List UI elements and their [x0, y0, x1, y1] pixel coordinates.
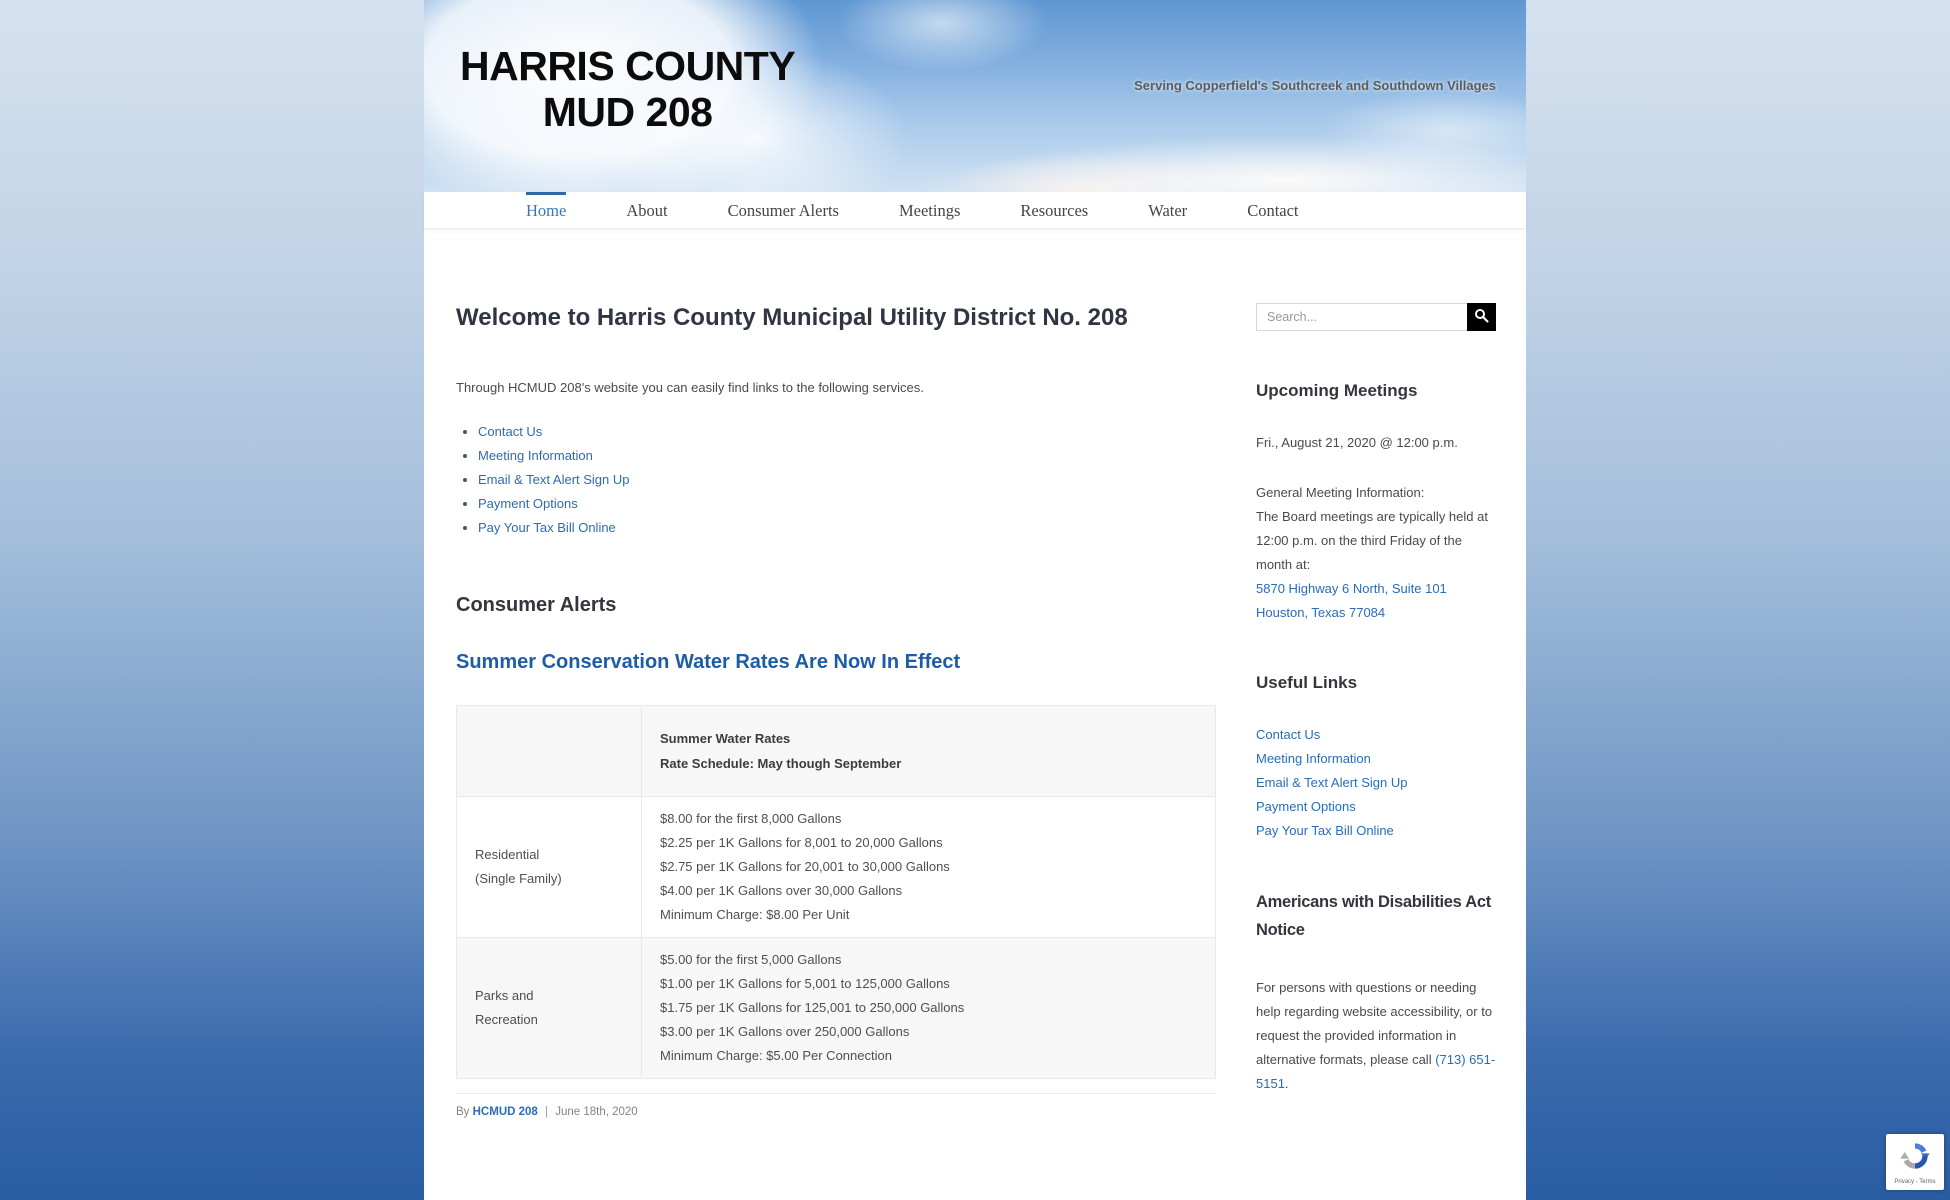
quick-link-contact-us[interactable]: Contact Us — [478, 424, 543, 439]
ada-suffix: . — [1284, 1076, 1289, 1091]
list-item — [478, 468, 1216, 492]
list-item — [478, 516, 1216, 540]
table-header-cell — [642, 706, 1216, 797]
rate-line: Minimum Charge: $5.00 Per Connection — [660, 1048, 892, 1063]
site-tagline: Serving Copperfield's Southcreek and Southdown Villages — [1134, 78, 1496, 93]
useful-link-meeting-information[interactable]: Meeting Information — [1256, 751, 1371, 766]
rate-line: Minimum Charge: $8.00 Per Unit — [660, 907, 850, 922]
quick-link-pay-tax-bill[interactable]: Pay Your Tax Bill Online — [478, 520, 616, 535]
useful-link-email-text-alert[interactable]: Email & Text Alert Sign Up — [1256, 775, 1408, 790]
quick-link-email-text-alert[interactable]: Email & Text Alert Sign Up — [478, 472, 630, 487]
category-cell-residential — [457, 797, 642, 938]
page-title: Welcome to Harris County Municipal Utility District No. 208 — [456, 304, 1128, 331]
useful-link-payment-options[interactable]: Payment Options — [1256, 799, 1356, 814]
useful-link-contact-us[interactable]: Contact Us — [1256, 727, 1321, 742]
rate-line: $2.75 per 1K Gallons for 20,001 to 30,000 Gallons — [660, 859, 950, 874]
quick-link-payment-options[interactable]: Payment Options — [478, 496, 578, 511]
meeting-address-link-line1[interactable]: 5870 Highway 6 North, Suite 101 — [1256, 581, 1447, 596]
upcoming-meetings-heading: Upcoming Meetings — [1256, 381, 1418, 400]
content-area — [424, 229, 1526, 1118]
table-header-line-1: Summer Water Rates — [660, 731, 791, 746]
category-line: Parks and — [475, 988, 534, 1003]
search-widget — [1256, 303, 1496, 331]
byline-separator: | — [545, 1106, 549, 1118]
meeting-address-link-line2[interactable]: Houston, Texas 77084 — [1256, 605, 1386, 620]
list-item — [478, 492, 1216, 516]
table-header-row — [457, 706, 1216, 797]
site-logo[interactable] — [460, 44, 795, 136]
search-input[interactable] — [1256, 303, 1467, 331]
meeting-info-label: General Meeting Information: — [1256, 485, 1425, 500]
category-line: (Single Family) — [475, 871, 562, 886]
ada-notice-heading: Americans with Disabilities Act Notice — [1256, 893, 1491, 939]
main-nav — [424, 192, 1526, 229]
recaptcha-icon — [1899, 1140, 1931, 1177]
next-meeting-date: Fri., August 21, 2020 @ 12:00 p.m. — [1256, 435, 1458, 450]
post-title-link[interactable]: Summer Conservation Water Rates Are Now In Effect — [456, 651, 961, 673]
ada-phone-link[interactable]: (713) 651-5151 — [1256, 1052, 1496, 1091]
rate-line: $3.00 per 1K Gallons over 250,000 Gallons — [660, 1024, 910, 1039]
post-title — [456, 649, 1216, 675]
rate-line: $4.00 per 1K Gallons over 30,000 Gallons — [660, 883, 903, 898]
rates-cell-parks — [642, 938, 1216, 1079]
search-button[interactable] — [1467, 303, 1496, 331]
quick-link-meeting-information[interactable]: Meeting Information — [478, 448, 593, 463]
post-byline — [456, 1093, 1216, 1118]
ada-body: For persons with questions or needing help regarding website accessibility, or to request the provided information in alternative formats, please call — [1256, 980, 1493, 1067]
nav-item-home[interactable]: Home — [526, 192, 566, 228]
recaptcha-privacy-terms[interactable]: Privacy - Terms — [1894, 1178, 1936, 1185]
site-header — [424, 0, 1526, 192]
site-container — [424, 0, 1526, 1200]
meeting-info — [1256, 481, 1496, 625]
category-line: Recreation — [475, 1012, 538, 1027]
sidebar — [1256, 303, 1496, 1118]
logo-line-2: MUD 208 — [542, 88, 713, 135]
main-column — [456, 303, 1216, 1118]
rate-line: $1.75 per 1K Gallons for 125,001 to 250,000 Gallons — [660, 1000, 965, 1015]
rate-line: $8.00 for the first 8,000 Gallons — [660, 811, 842, 826]
rate-line: $2.25 per 1K Gallons for 8,001 to 20,000 Gallons — [660, 835, 943, 850]
category-line: Residential — [475, 847, 540, 862]
table-row — [457, 797, 1216, 938]
byline-date: June 18th, 2020 — [555, 1106, 638, 1118]
list-item — [478, 420, 1216, 444]
nav-item-contact[interactable]: Contact — [1247, 201, 1299, 220]
byline-prefix: By — [456, 1106, 470, 1118]
useful-links-list — [1256, 723, 1496, 843]
nav-item-water[interactable]: Water — [1148, 201, 1188, 220]
search-icon — [1474, 308, 1489, 326]
table-header-empty-cell — [457, 706, 642, 797]
rate-line: $1.00 per 1K Gallons for 5,001 to 125,000 Gallons — [660, 976, 950, 991]
recaptcha-badge[interactable] — [1886, 1134, 1944, 1190]
list-item — [478, 444, 1216, 468]
useful-links-heading: Useful Links — [1256, 673, 1358, 692]
intro-text: Through HCMUD 208's website you can easily find links to the following services. — [456, 380, 924, 395]
nav-item-resources[interactable]: Resources — [1020, 201, 1089, 220]
water-rates-table — [456, 705, 1216, 1079]
ada-notice-text — [1256, 976, 1496, 1096]
nav-item-meetings[interactable]: Meetings — [898, 201, 961, 220]
rates-cell-residential — [642, 797, 1216, 938]
consumer-alerts-heading: Consumer Alerts — [456, 594, 617, 616]
table-row — [457, 938, 1216, 1079]
quick-links-list — [478, 420, 1216, 540]
table-header-line-2: Rate Schedule: May though September — [660, 756, 902, 771]
rate-line: $5.00 for the first 5,000 Gallons — [660, 952, 842, 967]
byline-author-link[interactable]: HCMUD 208 — [472, 1106, 538, 1118]
nav-item-consumer-alerts[interactable]: Consumer Alerts — [727, 201, 839, 220]
meeting-info-body: The Board meetings are typically held at 12:00 p.m. on the third Friday of the month at: — [1256, 509, 1488, 572]
nav-item-about[interactable]: About — [626, 201, 668, 220]
category-cell-parks — [457, 938, 642, 1079]
logo-line-1: HARRIS COUNTY — [460, 43, 796, 89]
useful-link-pay-tax-bill[interactable]: Pay Your Tax Bill Online — [1256, 823, 1394, 838]
